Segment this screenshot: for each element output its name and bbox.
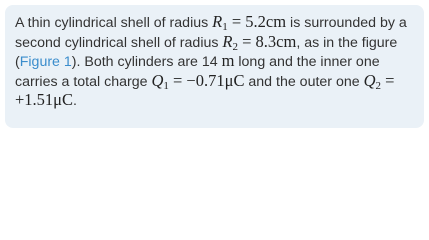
- figure-1-link[interactable]: Figure 1: [19, 54, 72, 71]
- math-subscript: 2: [375, 79, 381, 92]
- text-segment: , as in the figure (: [15, 34, 398, 71]
- math-r1: [212, 12, 286, 31]
- problem-card: [5, 5, 424, 128]
- text-segment: .: [73, 93, 77, 110]
- math-subscript: 1: [222, 21, 228, 33]
- math-symbol: R: [212, 12, 223, 31]
- math-value: = 8.3cm: [238, 31, 297, 51]
- math-value: = 5.2cm: [227, 12, 287, 31]
- text-segment: ). Both cylinders are 14: [71, 54, 222, 71]
- text-segment: is surrounded by a second cylindrical shell of radius: [15, 15, 407, 51]
- math-symbol: R: [222, 31, 233, 51]
- math-value: = −0.71μC: [168, 70, 245, 90]
- problem-statement: [15, 13, 418, 111]
- math-symbol: Q: [363, 70, 376, 90]
- text-segment: long and the inner one carries a total charge: [15, 54, 380, 90]
- math-subscript: 2: [232, 40, 238, 53]
- math-symbol: Q: [151, 70, 164, 90]
- text-segment: A thin cylindrical shell of radius: [15, 15, 213, 31]
- math-length-unit: m: [221, 51, 235, 71]
- math-value: = +1.51μC: [15, 70, 395, 110]
- text-segment: and the outer one: [244, 73, 364, 90]
- math-q1: [151, 71, 244, 90]
- math-subscript: 1: [163, 79, 169, 92]
- math-r2: [222, 32, 296, 51]
